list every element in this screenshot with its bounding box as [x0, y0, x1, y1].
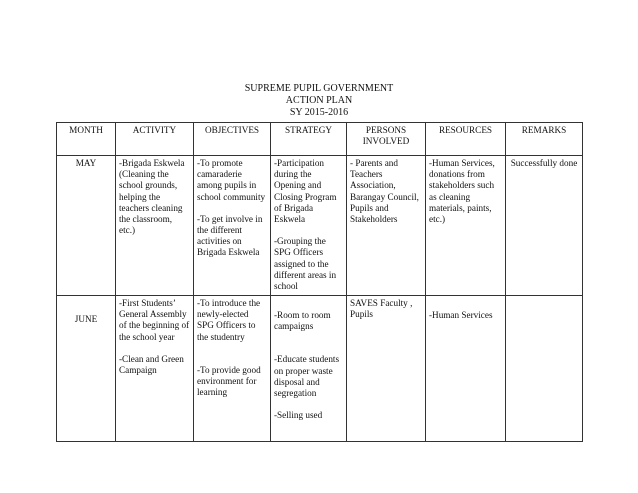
cell-persons-involved	[347, 296, 426, 442]
cell-persons-involved	[347, 156, 426, 296]
cell-strategy	[271, 156, 347, 296]
document-title	[0, 83, 638, 119]
activity-text: -Clean and Green Campaign	[119, 353, 184, 376]
objective-text: -To introduce the newly-elected SPG Officers to the studentry	[197, 298, 261, 342]
header-objectives: OBJECTIVES	[194, 123, 271, 156]
header-month: MONTH	[57, 123, 116, 156]
strategy-text: -Grouping the SPG Officers assigned to the different areas in school	[274, 236, 337, 292]
cell-activity	[116, 296, 194, 442]
remarks-text: Successfully done	[510, 158, 578, 168]
header-remarks: REMARKS	[506, 123, 583, 156]
strategy-text: -Room to room campaigns	[274, 310, 331, 332]
title-line-org: SUPREME PUPIL GOVERNMENT	[244, 83, 394, 94]
cell-resources	[426, 296, 506, 442]
activity-text: -First Students’ General Assembly of the beginning of the school year	[119, 298, 190, 342]
cell-remarks	[506, 156, 583, 296]
cell-month	[57, 296, 116, 442]
table-header-row	[57, 123, 583, 156]
cell-objectives	[194, 156, 271, 296]
month-label: JUNE	[74, 314, 98, 324]
strategy-text: -Educate students on proper waste disposal and segregation	[274, 354, 340, 399]
table-row-june	[57, 296, 583, 442]
cell-objectives	[194, 296, 271, 442]
header-strategy: STRATEGY	[271, 123, 347, 156]
activity-text: (Cleaning the school grounds, helping the teachers cleaning the classroom, etc.)	[119, 169, 183, 236]
objective-text: -To get involve in the different activities on Brigada Eskwela	[197, 213, 263, 258]
header-resources: RESOURCES	[426, 123, 506, 156]
activity-text: -Brigada Eskwela	[119, 158, 185, 168]
objective-text: -To provide good environment for learning	[197, 364, 261, 398]
table-row-may	[57, 156, 583, 296]
strategy-text: -Participation during the Opening and Closing Program of Brigada Eskwela	[274, 158, 337, 225]
action-plan-table	[56, 122, 583, 442]
title-line-year: SY 2015-2016	[289, 107, 349, 118]
persons-text: SAVES Faculty , Pupils	[350, 298, 413, 320]
persons-text: - Parents and Teachers Association, Barangay Council, Pupils and Stakeholders	[350, 158, 419, 225]
header-activity: ACTIVITY	[116, 123, 194, 156]
title-line-plan: ACTION PLAN	[285, 95, 353, 106]
resources-text: -Human Services, donations from stakeholders such as cleaning materials, paints, etc.)	[429, 158, 495, 225]
cell-strategy	[271, 296, 347, 442]
cell-remarks	[506, 296, 583, 442]
cell-month	[57, 156, 116, 296]
cell-activity	[116, 156, 194, 296]
resources-text: -Human Services	[429, 310, 493, 320]
objective-text: -To promote camaraderie among pupils in school community	[197, 158, 266, 202]
header-persons-involved: PERSONS INVOLVED	[347, 123, 426, 156]
strategy-text: -Selling used	[274, 410, 323, 421]
month-label: MAY	[75, 158, 97, 168]
cell-resources	[426, 156, 506, 296]
